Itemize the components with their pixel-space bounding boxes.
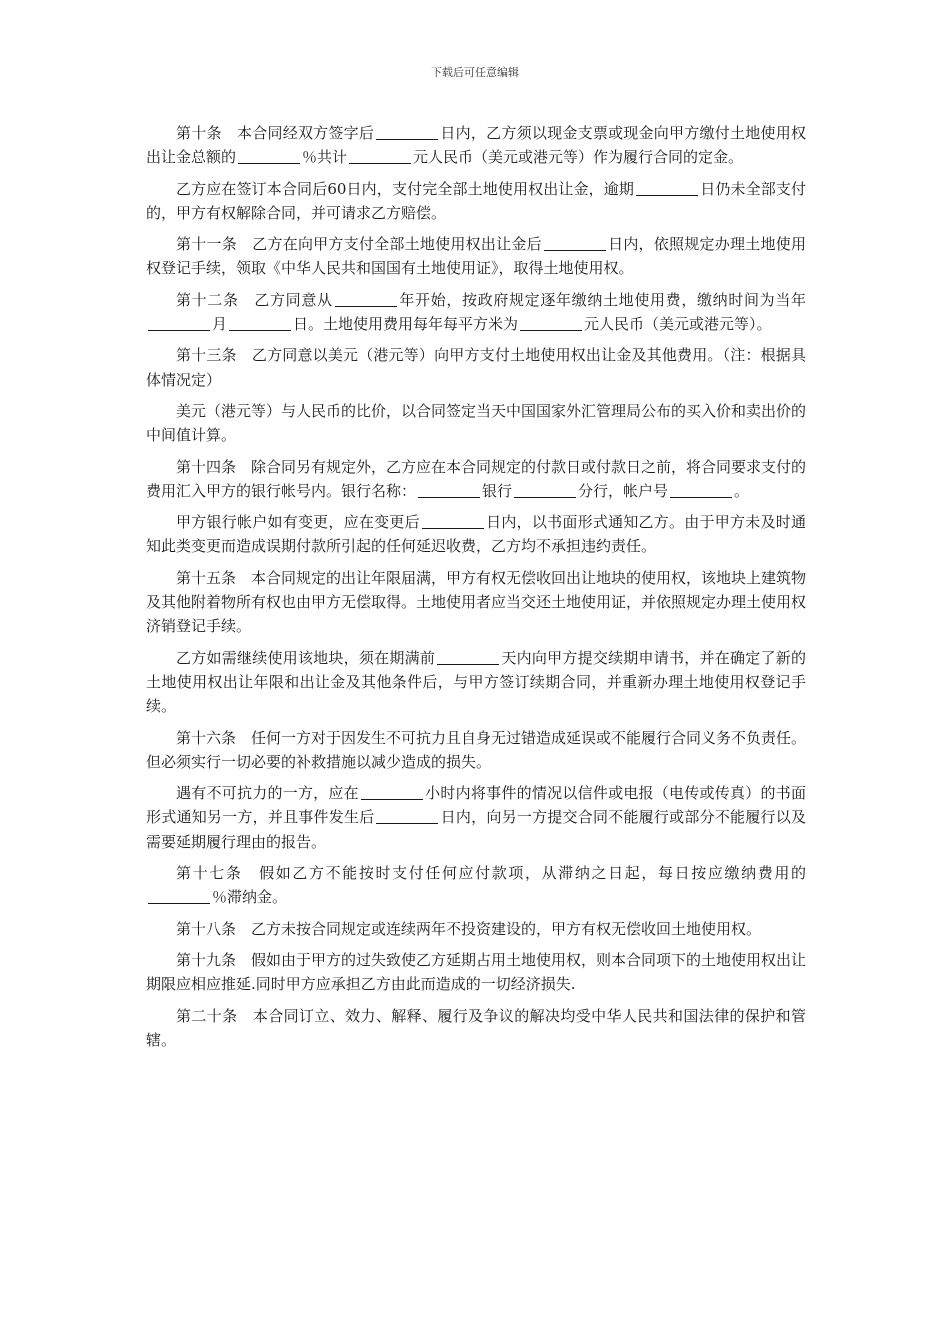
fill-in-blank <box>437 648 499 665</box>
paragraph-text: 遇有不可抗力的一方，应在 <box>176 784 359 803</box>
contract-paragraph <box>146 948 806 997</box>
fill-in-blank <box>670 481 732 498</box>
paragraph-text: 第十条 本合同经双方签字后 <box>176 124 375 142</box>
paragraph-text: 第十八条 乙方未按合同规定或连续两年不投资建设的，甲方有权无偿收回土地使用权。 <box>176 919 762 938</box>
paragraph-text: 第十二条 乙方同意从 <box>176 290 333 309</box>
contract-paragraph <box>146 232 806 281</box>
paragraph-text: 天内向甲方提交续期申请书，并在确定了新的土地使用权出让年限和出让金及其他条件后，与甲方签订续期合同，并重新办理土地使用权登记手续。 <box>146 648 806 716</box>
paragraph-text: 第十四条 除合同另有规定外，乙方应在本合同规定的付款日或付款日之前，将合同要求支付的费用汇入甲方的银行帐号内。银行名称： <box>146 457 807 500</box>
paragraph-text: 甲方银行帐户如有变更，应在变更后 <box>176 513 420 532</box>
contract-paragraph <box>146 455 806 504</box>
paragraph-text: 日内，依照规定办理土地使用权登记手续，领取《中华人民共和国国有土地使用证》，取得土地使用权。 <box>146 235 806 278</box>
paragraph-text: 日内，向另一方提交合同不能履行或部分不能履行以及需要延期履行理由的报告。 <box>146 808 806 851</box>
fill-in-blank <box>418 481 480 498</box>
paragraph-text: 小时内将事件的情况以信件或电报（电传或传真）的书面形式通知另一方，并且事件发生后 <box>146 784 806 827</box>
contract-paragraph <box>146 399 806 448</box>
fill-in-blank <box>376 807 438 824</box>
paragraph-text: 元人民币（美元或港元等）。 <box>584 315 772 334</box>
fill-in-blank <box>238 147 300 164</box>
contract-paragraph <box>146 121 806 170</box>
paragraph-text: 元人民币（美元或港元等）作为履行合同的定金。 <box>413 148 744 167</box>
contract-paragraph <box>146 177 806 226</box>
fill-in-blank <box>636 179 698 196</box>
contract-paragraph <box>146 861 806 910</box>
paragraph-text: ％共计 <box>302 148 348 167</box>
paragraph-text: 日。土地使用费用每年每平方米为 <box>293 315 519 334</box>
fill-in-blank <box>544 234 606 251</box>
paragraph-text: 乙方如需继续使用该地块，须在期满前 <box>176 648 436 667</box>
paragraph-text: ％滞纳金。 <box>212 888 288 907</box>
paragraph-text: 乙方应在签订本合同后60日内，支付完全部土地使用权出让金，逾期 <box>176 179 635 198</box>
fill-in-blank <box>148 887 210 904</box>
fill-in-blank <box>376 123 438 140</box>
paragraph-text: 第二十条 本合同订立、效力、解释、履行及争议的解决均受中华人民共和国法律的保护和管辖。 <box>146 1006 806 1049</box>
paragraph-text: 月 <box>212 315 228 334</box>
paragraph-text: 第十七条 假如乙方不能按时支付任何应付款项，从滞纳之日起，每日按应缴纳费用的 <box>176 864 806 883</box>
paragraph-text: 。 <box>734 481 750 500</box>
contract-paragraph <box>146 726 806 775</box>
document-body <box>146 121 806 1059</box>
paragraph-text: 第十一条 乙方在向甲方支付全部土地使用权出让金后 <box>176 235 542 254</box>
paragraph-text: 年开始，按政府规定逐年缴纳土地使用费，缴纳时间为当年 <box>398 290 806 309</box>
paragraph-text: 第十五条 本合同规定的出让年限届满，甲方有权无偿收回出让地块的使用权，该地块上建筑物及其他附着物所有权也由甲方无偿取得。土地使用者应当交还土地使用证，并依照规定办理土使用权济销登记手续。 <box>146 568 807 636</box>
paragraph-text: 日仍未全部支付的，甲方有权解除合同，并可请求乙方赔偿。 <box>146 179 806 222</box>
paragraph-text: 第十九条 假如由于甲方的过失致使乙方延期占用土地使用权，则本合同项下的土地使用权出让期限应相应推延.同时甲方应承担乙方由此而造成的一切经济损失. <box>146 950 807 994</box>
paragraph-text: 第十三条 乙方同意以美元（港元等）向甲方支付土地使用权出让金及其他费用。（注：根据具体情况定） <box>146 346 806 389</box>
fill-in-blank <box>422 512 484 529</box>
fill-in-blank <box>229 314 291 331</box>
contract-paragraph <box>146 646 806 719</box>
contract-paragraph <box>146 917 806 941</box>
fill-in-blank <box>335 290 397 307</box>
paragraph-text: 银行 <box>482 481 513 500</box>
paragraph-text: 美元（港元等）与人民币的比价，以合同签定当天中国国家外汇管理局公布的买入价和卖出价的中间值计算。 <box>146 401 807 445</box>
fill-in-blank <box>514 481 576 498</box>
fill-in-blank <box>349 147 411 164</box>
contract-paragraph <box>146 288 806 337</box>
contract-paragraph <box>146 1004 806 1053</box>
fill-in-blank <box>148 314 210 331</box>
contract-paragraph <box>146 566 806 639</box>
paragraph-text: 第十六条 任何一方对于因发生不可抗力且自身无过错造成延误或不能履行合同义务不负责任。但必须实行一切必要的补救措施以减少造成的损失。 <box>146 728 807 771</box>
paragraph-text: 分行，帐户号 <box>578 481 669 500</box>
contract-paragraph <box>146 781 806 854</box>
contract-paragraph <box>146 343 806 392</box>
fill-in-blank <box>520 314 582 331</box>
paragraph-text: 日内，以书面形式通知乙方。由于甲方未及时通知此类变更而造成误期付款所引起的任何延迟收费，乙方均不承担违约责任。 <box>146 513 806 556</box>
page-header: 下载后可任意编辑 <box>431 66 519 79</box>
paragraph-text: 日内，乙方须以现金支票或现金向甲方缴付土地使用权出让金总额的 <box>146 124 806 167</box>
fill-in-blank <box>361 783 423 800</box>
contract-paragraph <box>146 510 806 559</box>
